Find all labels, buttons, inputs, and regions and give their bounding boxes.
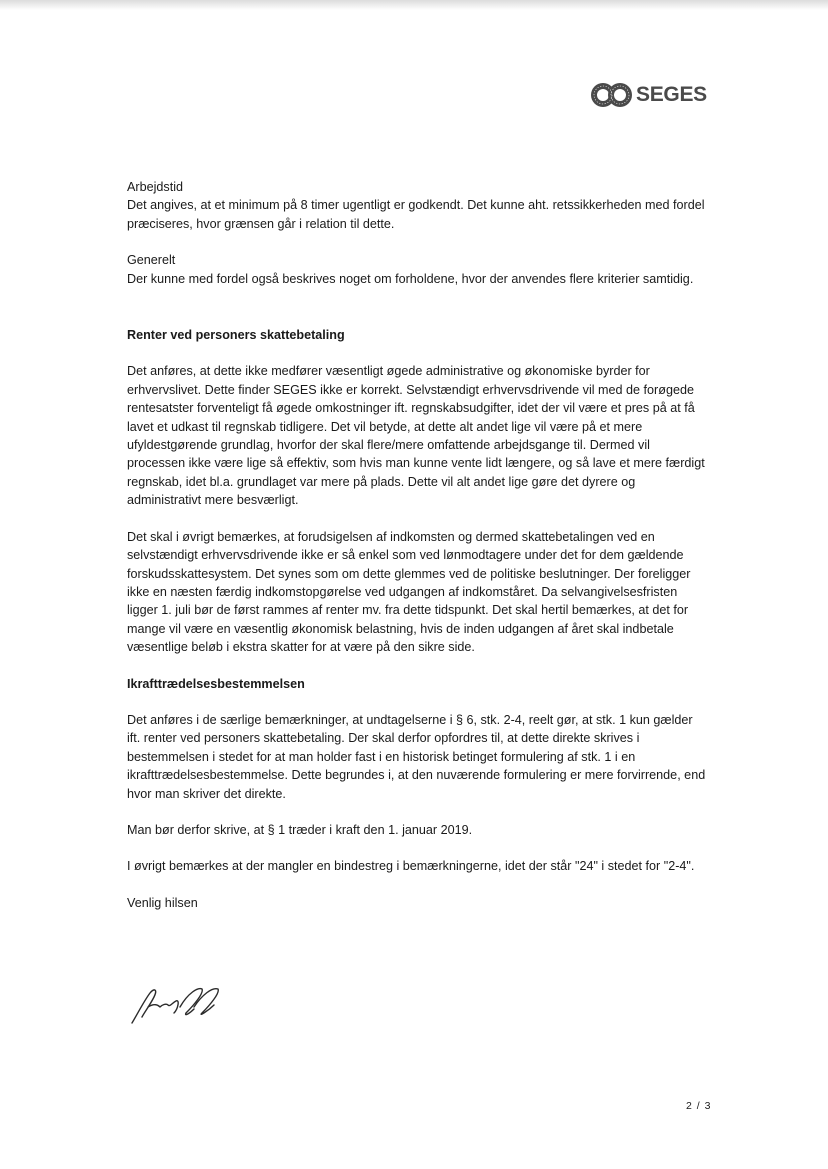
paragraph-ikrafttraedelse-2: Man bør derfor skrive, at § 1 træder i kraft den 1. januar 2019. — [127, 822, 473, 837]
paragraph-ikrafttraedelse-1: Det anføres i de særlige bemærkninger, at undtagelserne i § 6, stk. 2-4, reelt gør, at stk. 1 kun gælder ift. renter ved personers skattebetaling. Der skal derfor opfordres til, at dette direkte skrives i bestemmelsen i stedet for at man holder fast i en historisk betinget formulering af stk. 1 i en ikrafttrædelsesbestemmelse. Dette begrundes i, at den nuværende formulering er mere forvirrende, end hvor man skriver det direkte. — [127, 712, 706, 801]
page-top-shade — [0, 0, 828, 10]
paragraph-arbejdstid: Det angives, at et minimum på 8 timer ugentligt er godkendt. Det kunne aht. retssikkerheden med fordel præciseres, hvor grænsen går i relation til dette. — [127, 198, 705, 231]
logo-text: SEGES — [636, 83, 707, 106]
section-title-generelt: Generelt — [127, 253, 176, 268]
letter-body — [127, 178, 709, 912]
handwritten-signature-icon — [128, 983, 224, 1027]
page-number: 2 / 3 — [686, 1100, 712, 1112]
paragraph-ikrafttraedelse-3: I øvrigt bemærkes at der mangler en bindestreg i bemærkningerne, idet der står "24" i stedet for "2-4". — [127, 859, 695, 874]
closing-greeting: Venlig hilsen — [127, 895, 198, 910]
heading-ikrafttraedelse: Ikrafttrædelsesbestemmelsen — [127, 676, 305, 691]
section-title-arbejdstid: Arbejdstid — [127, 180, 184, 194]
heading-renter: Renter ved personers skattebetaling — [127, 328, 345, 343]
paragraph-generelt: Der kunne med fordel også beskrives noget om forholdene, hvor der anvendes flere kriterier samtidig. — [127, 271, 694, 286]
paragraph-renter-2: Det skal i øvrigt bemærkes, at forudsigelsen af indkomsten og dermed skattebetalingen ved en selvstændigt erhvervsdrivende ikke er så enkel som ved lønmodtagere under det for dem gældende forskudsskattesystem. Det synes som om dette glemmes ved de politiske beslutninger. Der foreligger ikke en næsten færdig indkomstopgørelse ved udgangen af indkomståret. Da selvangivelsesfristen ligger 1. juli bør de først rammes af renter mv. fra dette tidspunkt. Det skal hertil bemærkes, at det for mange vil være en væsentlig økonomisk belastning, hvis de inden udgangen af året skal indbetale væsentlige beløb i ekstra skatter for at være på den sikre side. — [127, 529, 691, 655]
paragraph-renter-1: Det anføres, at dette ikke medfører væsentligt øgede administrative og økonomiske byrder for erhvervslivet. Dette finder SEGES ikke er korrekt. Selvstændigt erhvervsdrivende vil med de forøgede rentesatster forventeligt få øgede omkostninger ift. regnskabsudgifter, idet der vil være et pres på at få lavet et udkast til regnskab tidligere. Det vil betyde, at dette alt andet lige vil være på et mere ufyldestgørende grundlag, hvorfor der skal flere/mere omfattende arbejdsgange til. Dermed vil processen ikke være lige så effektiv, som hvis man kunne vente lidt længere, og så lave et mere færdigt regnskab, idet bl.a. grundlaget var mere på plads. Dette vil alt andet lige gøre det dyrere og administrativt mere besværligt. — [127, 364, 705, 508]
seges-logo — [590, 78, 707, 112]
seges-circles-logo-icon — [590, 80, 634, 110]
